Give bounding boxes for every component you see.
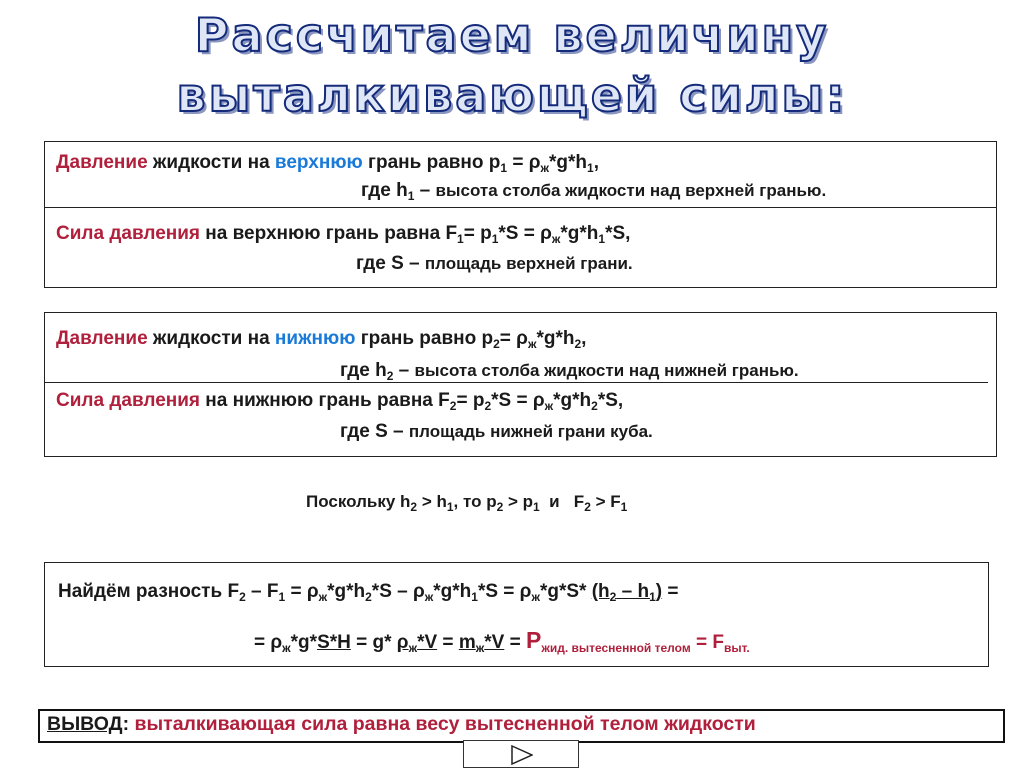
upper-force-note: где S – площадь верхней грани.: [356, 253, 633, 274]
term-pressure: Давление: [56, 152, 148, 173]
slide-title-line-2: выталкивающей силы:: [176, 68, 848, 122]
conclusion-line: ВЫВОД: выталкивающая сила равна весу вытесненной телом жидкости: [47, 713, 756, 735]
term-upper: верхнюю: [274, 152, 363, 173]
slide-title-line-1: Рассчитаем величину: [194, 8, 830, 62]
difference-line-1: Найдём разность $F_2 - F_1 = \rho_ж*g*h_2*S - \rho_ж*g*h_1*S = \rho_ж*g*S*$ $(h_2 - h_1)$ =: [58, 581, 679, 604]
lower-force-line: Сила давления на нижнюю грань равна $F_2= p_2*S = \rho_ж*g*h_2*S$,: [56, 390, 624, 413]
term-pressure-force: Сила давления: [56, 223, 201, 244]
term-lower: нижнюю: [274, 328, 356, 349]
lower-pressure-line: Давление жидкости на нижнюю грань равно $p_2= \rho_ж*g*h_2$,: [56, 328, 587, 351]
upper-pressure-line: Давление жидкости на верхнюю грань равно $p_1 = \rho_ж*g*h_1$,: [56, 152, 599, 175]
comparison-line: Поскольку $h_2 > h_1$, то $p_2 > p_1$ и $F_2 > F_1$: [306, 492, 628, 514]
lower-force-note: где S – площадь нижней грани куба.: [340, 421, 653, 442]
upper-pressure-note: где $h_1$ – высота столба жидкости над верхней гранью.: [361, 180, 827, 203]
difference-line-2: = $\rho_ж*g*S*H = g*$ $\rho_ж*V = m_ж*V = P_{жид. вытесненной телом} = F_{выт.}$: [254, 627, 750, 655]
play-triangle-icon: [511, 745, 533, 765]
conclusion-text: выталкивающая сила равна весу вытесненной телом жидкости: [134, 713, 756, 735]
lower-pressure-note: где $h_2$ – высота столба жидкости над нижней гранью.: [340, 360, 799, 383]
upper-box-divider: [44, 207, 996, 208]
next-slide-button[interactable]: [463, 740, 579, 768]
upper-force-line: Сила давления на верхнюю грань равна $F_1= p_1*S = \rho_ж*g*h_1*S$,: [56, 223, 631, 246]
conclusion-label: ВЫВОД: [47, 713, 123, 735]
